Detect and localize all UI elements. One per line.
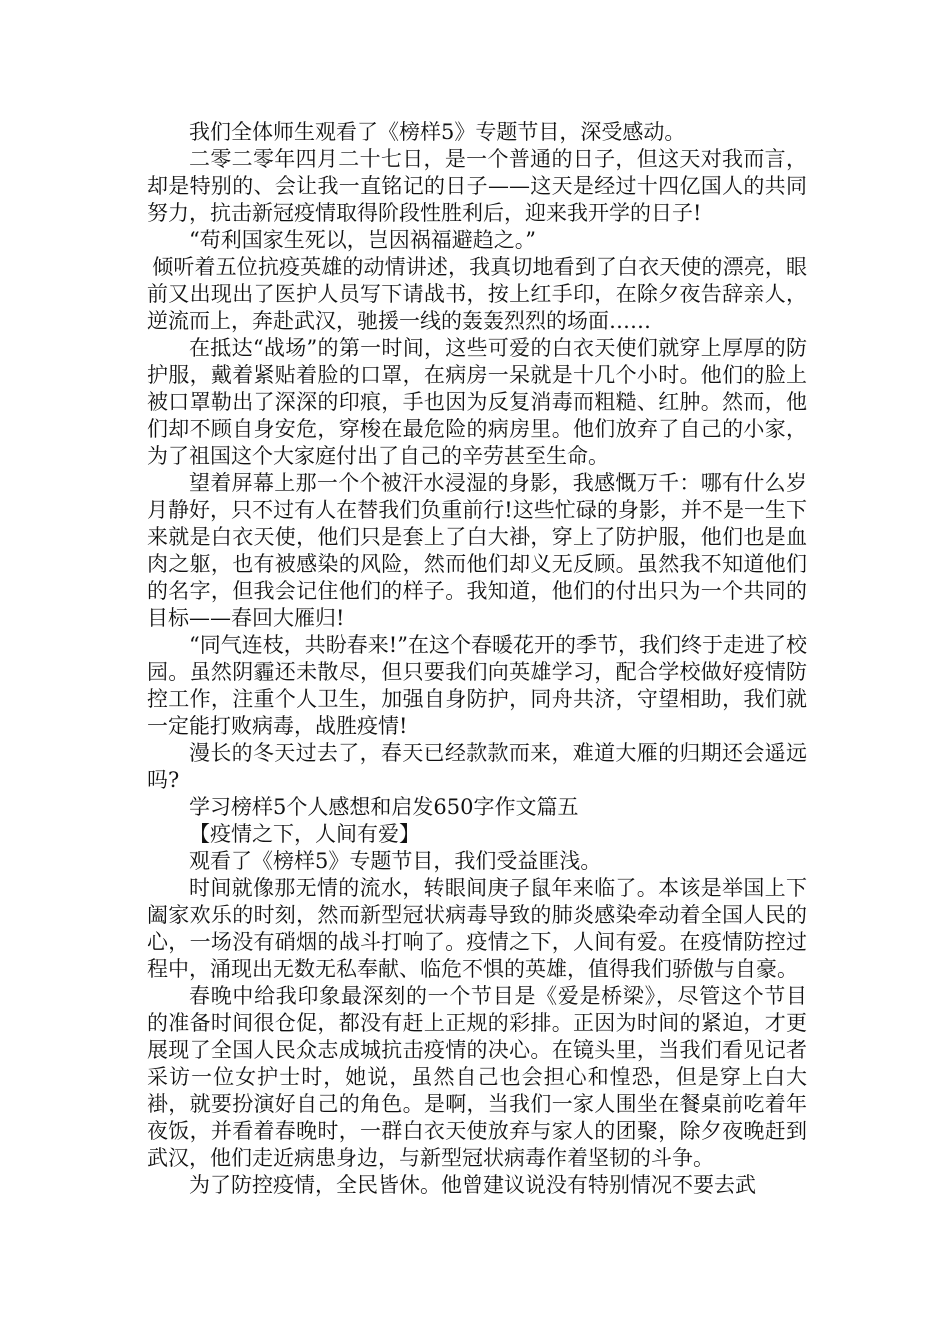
essay-five-heading: 学习榜样5个人感想和启发650字作文篇五 bbox=[189, 795, 579, 819]
paragraph-winter-passed: 漫长的冬天过去了，春天已经款款而来，难道大雁的归期还会遥远吗? bbox=[147, 741, 807, 792]
paragraph-heroes-story: 倾听着五位抗疫英雄的动情讲述，我真切地看到了白衣天使的漂亮，眼前又出现出了医护人员写下请战书，按上红手印，在除夕夜告辞亲人，逆流而上，奔赴武汉，驰援一线的轰轰烈烈的场面…… bbox=[147, 255, 807, 333]
paragraph-battlefield: 在抵达“战场”的第一时间，这些可爱的白衣天使们就穿上厚厚的防护服，戴着紧贴着脸的口罩，在病房一呆就是十几个小时。他们的脸上被口罩勒出了深深的印痕，手也因为反复消毒而粗糙、红肿。然而，他们却不顾自身安危，穿梭在最危险的病房里。他们放弃了自己的小家，为了祖国这个大家庭付出了自己的辛劳甚至生命。 bbox=[147, 336, 807, 468]
paragraph-screen-figures: 望着屏幕上那一个个被汗水浸湿的身影，我感慨万千：哪有什么岁月静好，只不过有人在替我们负重前行!这些忙碌的身影，并不是一生下来就是白衣天使，他们只是套上了白大褂，穿上了防护服，他们也是血肉之躯，也有被感染的风险，然而他们却义无反顾。虽然我不知道他们的名字，但我会记住他们的样子。我知道，他们的付出只为一个共同的目标——春回大雁归! bbox=[147, 471, 807, 630]
paragraph-school-opening: 二零二零年四月二十七日，是一个普通的日子，但这天对我而言，却是特别的、会让我一直铭记的日子——这天是经过十四亿国人的共同努力，抗击新冠疫情取得阶段性胜利后，迎来我开学的日子! bbox=[147, 147, 807, 225]
paragraph-spring-gala: 春晚中给我印象最深刻的一个节目是《爱是桥梁》，尽管这个节目的准备时间很仓促，都没有赶上正规的彩排。正因为时间的紧迫，才更展现了全国人民众志成城抗击疫情的决心。在镜头里，当我们看见记者采访一位女护士时，她说，虽然自己也会担心和惶恐，但是穿上白大褂，就要扮演好自己的角色。是啊，当我们一家人围坐在餐桌前吃着年夜饭，并看着春晚时，一群白衣天使放弃与家人的团聚，除夕夜晚赶到武汉，他们走近病患身边，与新型冠状病毒作着坚韧的斗争。 bbox=[147, 984, 807, 1170]
paragraph-quote-poem: “苟利国家生死以，岂因祸福避趋之。” bbox=[189, 228, 536, 252]
paragraph-time-flows: 时间就像那无情的流水，转眼间庚子鼠年来临了。本该是举国上下阖家欢乐的时刻，然而新型冠状病毒导致的肺炎感染牵动着全国人民的心，一场没有硝烟的战斗打响了。疫情之下，人间有爱。在疫情防控过程中，涌现出无数无私奉献、临危不惧的英雄，值得我们骄傲与自豪。 bbox=[147, 876, 807, 981]
paragraph-back-to-campus: “同气连枝，共盼春来!”在这个春暖花开的季节，我们终于走进了校园。虽然阴霾还未散尽，但只要我们向英雄学习，配合学校做好疫情防控工作，注重个人卫生，加强自身防护，同舟共济，守望相助，我们就一定能打败病毒，战胜疫情! bbox=[147, 633, 807, 738]
paragraph-watched-program: 观看了《榜样5》专题节目，我们受益匪浅。 bbox=[189, 849, 602, 873]
essay-body bbox=[147, 119, 807, 1199]
paragraph-prevention: 为了防控疫情，全民皆休。他曾建议说没有特别情况不要去武 bbox=[189, 1173, 756, 1197]
essay-five-subtitle: 【疫情之下，人间有爱】 bbox=[189, 822, 420, 846]
paragraph-intro: 我们全体师生观看了《榜样5》专题节目，深受感动。 bbox=[189, 120, 686, 144]
